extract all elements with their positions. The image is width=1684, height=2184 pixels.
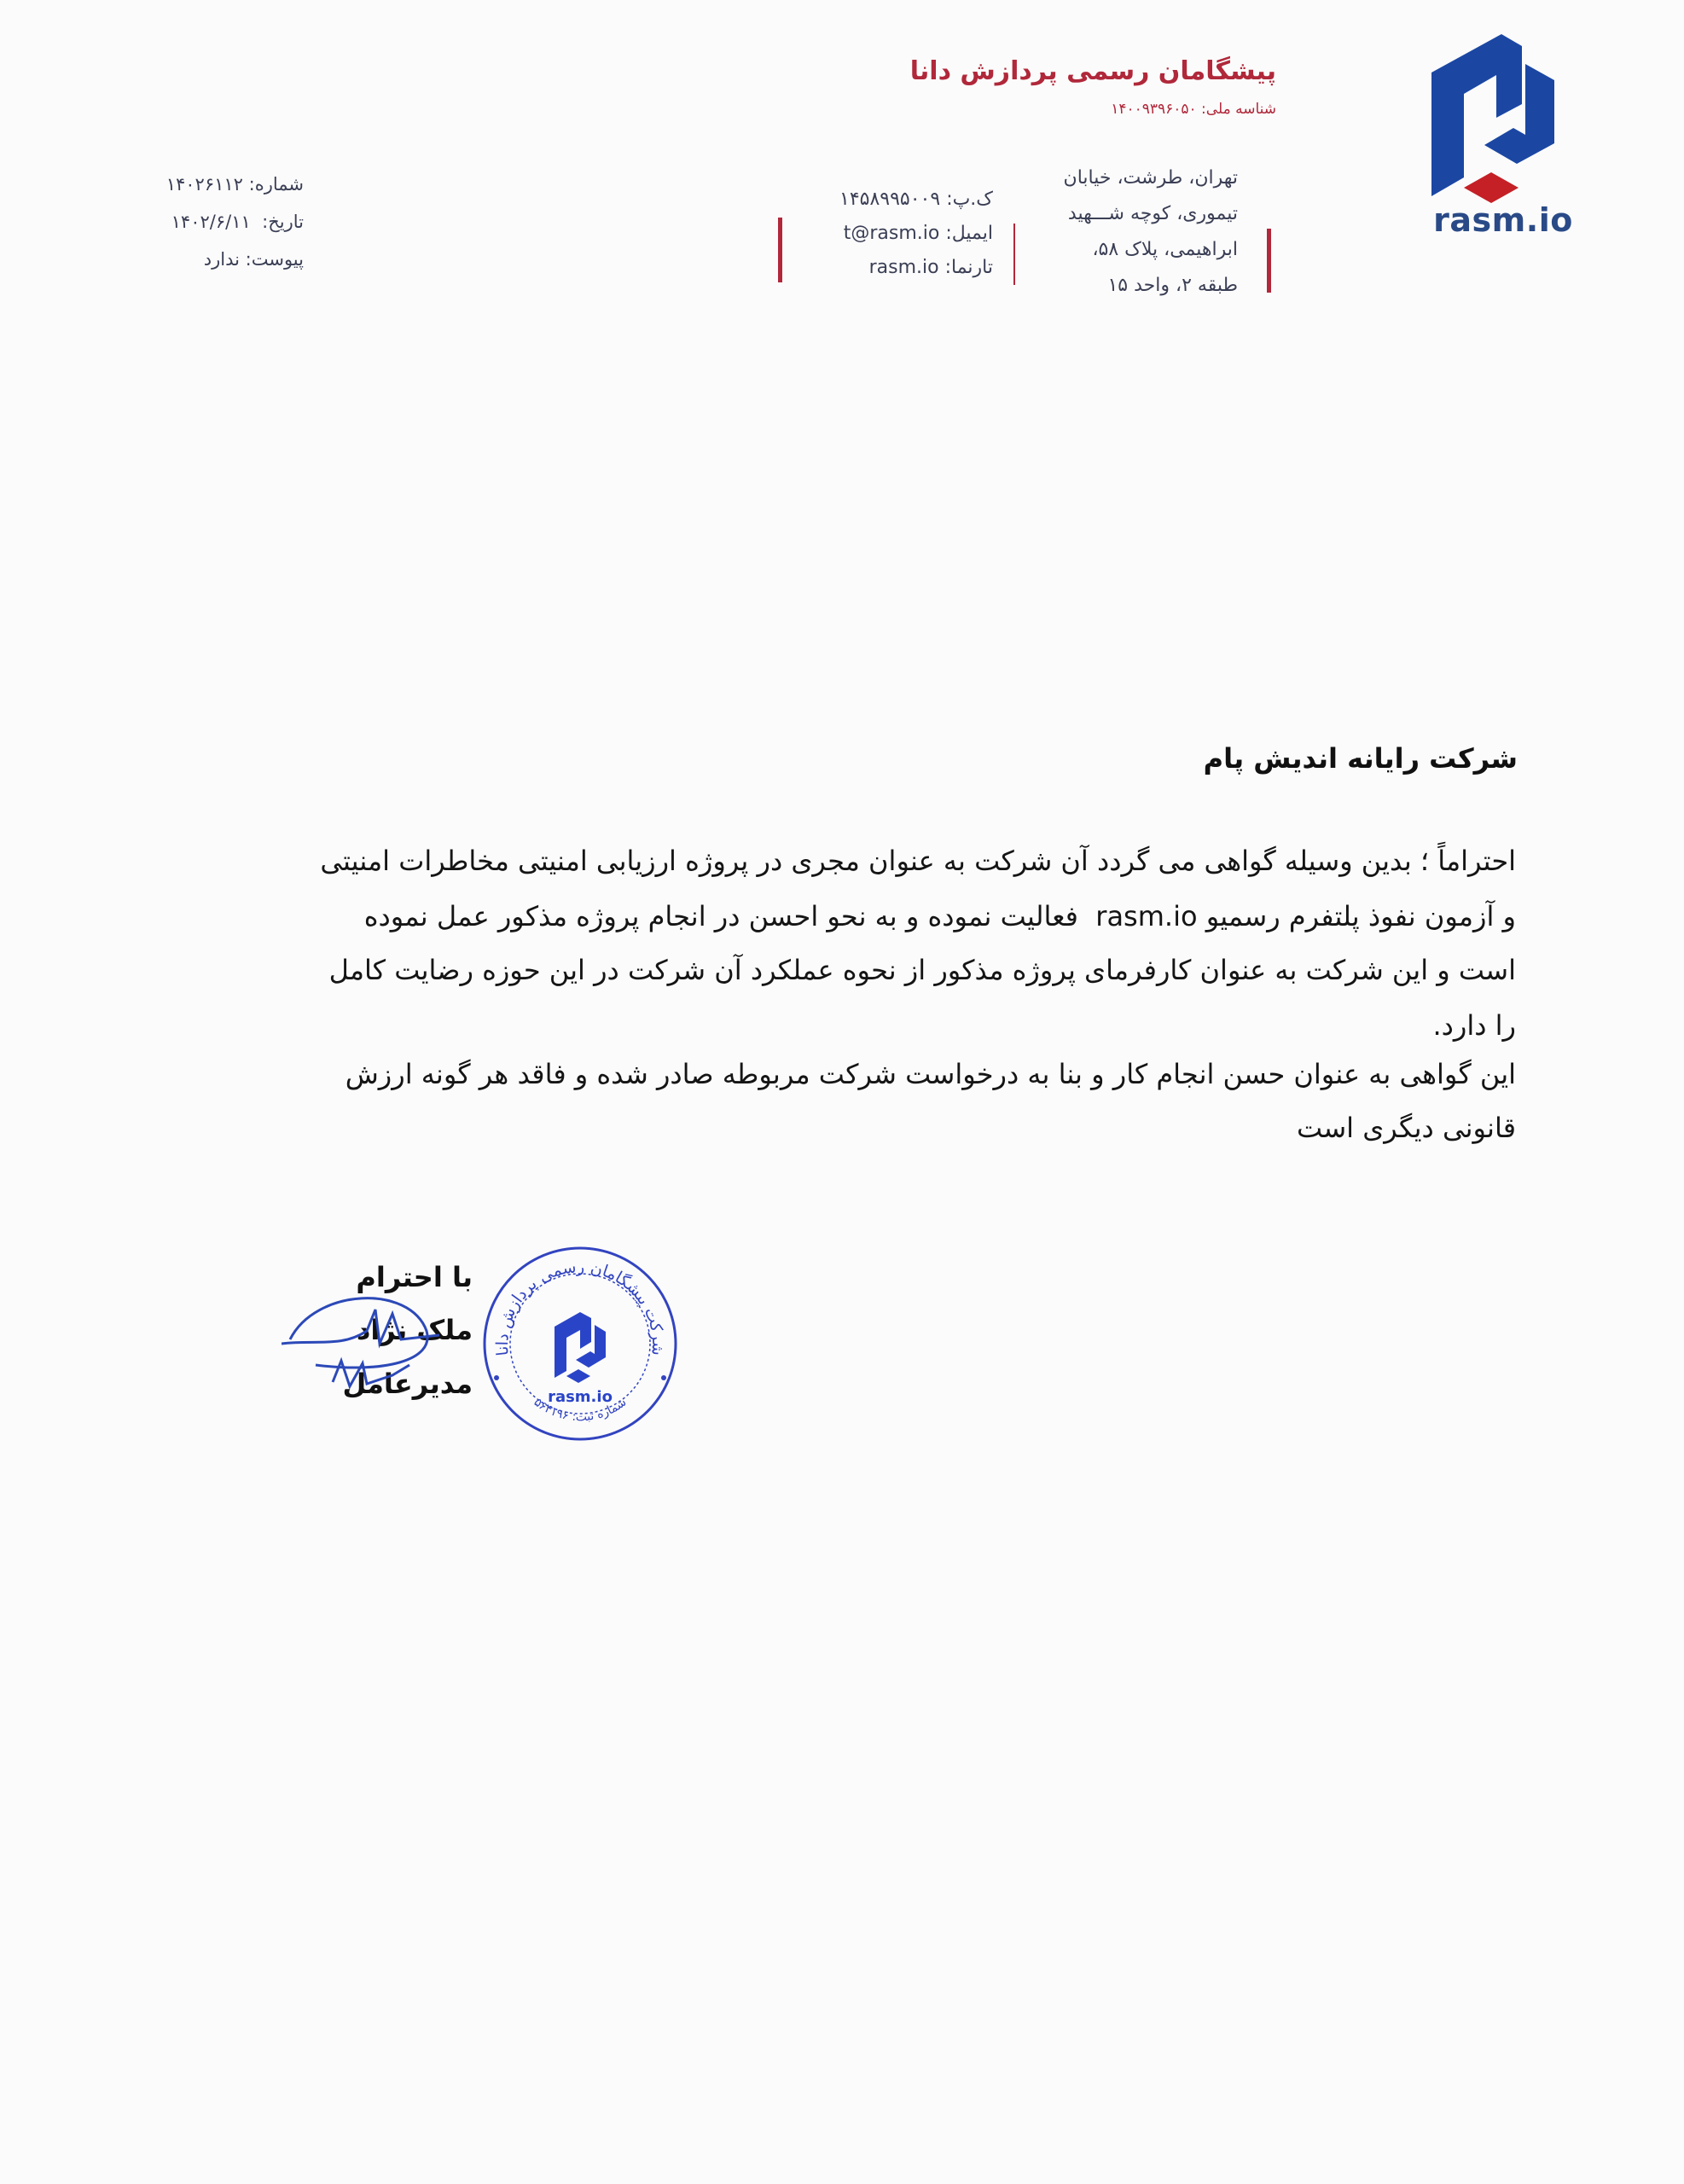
email-link[interactable]: t@rasm.io bbox=[843, 223, 940, 244]
body-text: فعالیت نموده و به نحو احسن در انجام پروژه مذکور عمل نموده bbox=[363, 900, 1078, 932]
national-id-value: ۱۴۰۰۹۳۹۶۰۵۰ bbox=[1111, 101, 1197, 118]
email bbox=[839, 217, 993, 251]
body-line: است و این شرکت به عنوان کارفرمای پروژه مذکور از نحوه عملکرد آن شرکت در این حوزه رضایت کامل bbox=[328, 954, 1516, 986]
issuer-contact bbox=[839, 183, 993, 285]
letter-meta bbox=[166, 166, 304, 278]
letter-number-value: ۱۴۰۲۶۱۱۲ bbox=[165, 174, 243, 195]
divider bbox=[778, 218, 782, 282]
letter-number bbox=[166, 166, 304, 203]
postal-code-label: ک.پ: bbox=[946, 189, 993, 210]
recipient: شرکت رایانه اندیش پام bbox=[1203, 742, 1518, 775]
stamp-logo-text: rasm.io bbox=[548, 1388, 613, 1406]
national-id-label: شناسه ملی: bbox=[1201, 101, 1276, 118]
handwritten-signature bbox=[282, 1280, 452, 1408]
stamp-ring-text: شرکت پیشگامان رسمی پردازش دانا bbox=[492, 1258, 668, 1357]
attachment-label: پیوست: bbox=[245, 249, 304, 270]
logo-wordmark: rasm.io bbox=[1433, 201, 1573, 239]
national-id bbox=[1111, 101, 1276, 118]
issuer-address bbox=[1064, 160, 1238, 304]
email-label: ایمیل: bbox=[945, 223, 993, 244]
letter-date-label: تاریخ: bbox=[262, 212, 304, 232]
website bbox=[839, 251, 993, 285]
body-line bbox=[364, 900, 1516, 932]
letter-number-label: شماره: bbox=[248, 174, 304, 195]
body-text: و آزمون نفوذ پلتفرم رسمیو bbox=[1205, 900, 1516, 932]
company-stamp bbox=[478, 1241, 682, 1446]
website-link[interactable]: rasm.io bbox=[868, 257, 939, 278]
divider bbox=[1267, 229, 1271, 293]
body-line: قانونی دیگری است bbox=[1296, 1112, 1516, 1144]
platform-name: rasm.io bbox=[1095, 900, 1198, 932]
postal-code-value: ۱۴۵۸۹۹۵۰۰۹ bbox=[839, 189, 941, 210]
divider bbox=[1013, 224, 1015, 285]
address-line: تهران، طرشت، خیابان bbox=[1063, 167, 1238, 189]
stamp-reg-number: شماره ثبت: ۵۶۴۱۹۶ bbox=[531, 1395, 630, 1425]
body-line: این گواهی به عنوان حسن انجام کار و بنا به درخواست شرکت مربوطه صادر شده و فاقد هر گونه ارزش bbox=[345, 1058, 1516, 1090]
issuer-company-name: پیشگامان رسمی پردازش دانا bbox=[909, 56, 1276, 86]
body-line: احتراماً ؛ بدین وسیله گواهی می گردد آن شرکت به عنوان مجری در پروژه ارزیابی امنیتی مخاطرات امنیتی bbox=[320, 845, 1516, 877]
address-line: ابراهیمی، پلاک ۵۸، bbox=[1092, 239, 1238, 260]
website-label: تارنما: bbox=[944, 257, 993, 278]
signer-name: ملک نژاد bbox=[356, 1314, 473, 1346]
postal-code bbox=[839, 183, 993, 217]
body-line: را دارد. bbox=[1432, 1009, 1516, 1042]
letter-date-value: ۱۴۰۲/۶/۱۱ bbox=[171, 212, 251, 232]
attachment-value: ندارد bbox=[203, 249, 240, 270]
address-line: طبقه ۲، واحد ۱۵ bbox=[1107, 275, 1238, 296]
signer-title: مدیرعامل bbox=[342, 1368, 473, 1400]
letter-date bbox=[166, 203, 304, 241]
closing: با احترام bbox=[356, 1261, 473, 1293]
address-line: تیموری، کوچه شـــهید bbox=[1067, 203, 1238, 224]
attachment bbox=[166, 241, 304, 278]
